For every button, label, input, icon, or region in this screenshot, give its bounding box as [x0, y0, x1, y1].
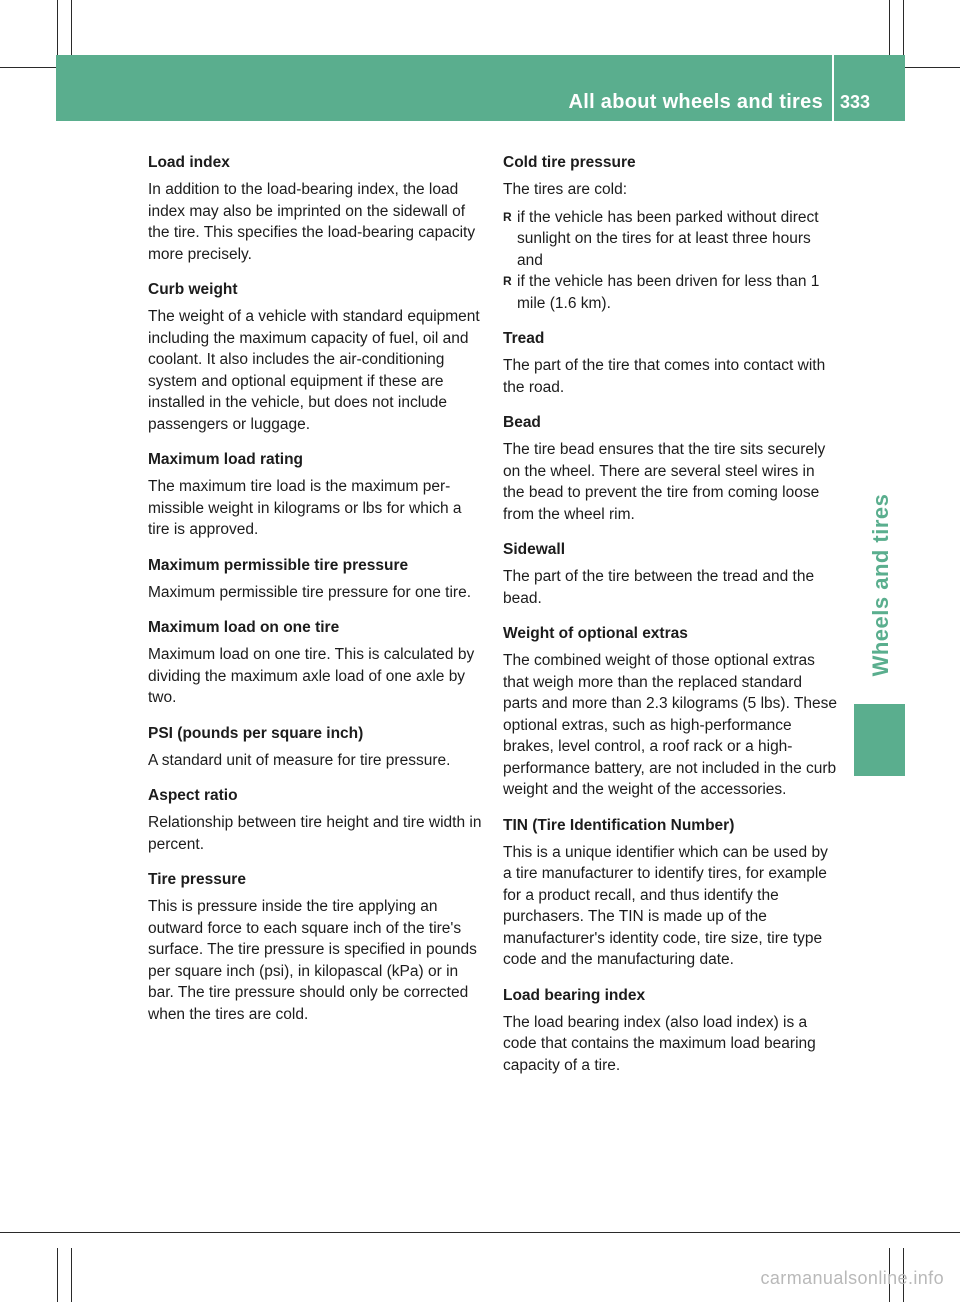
- chapter-tab-marker: [854, 704, 905, 776]
- entry-term: Sidewall: [503, 541, 566, 558]
- entry-definition: The tire bead ensures that the tire sits securely on the wheel. There are several steel wires in the bead to prevent the tire from coming loose from the wheel rim.: [503, 441, 826, 523]
- entry-definition: The combined weight of those optional extras that weigh more than the replaced standard parts and more than 2.3 kilograms (5 lbs). These optional extras, such as high-performance brakes, level control, a roof rack or a high-performance battery, are not included in the curb weight and the weight of the accessories.: [503, 652, 837, 798]
- bullet-marker: R: [503, 274, 512, 288]
- glossary-entry: [503, 328, 839, 398]
- entry-term: Tread: [503, 330, 545, 347]
- entry-definition: The maximum tire load is the maximum permissible weight in kilograms or lbs for which a tire is approved.: [148, 478, 462, 538]
- page-number: 333: [840, 92, 871, 112]
- section-header: [56, 55, 905, 121]
- glossary-entry: [148, 279, 484, 435]
- entry-definition: Maximum permissible tire pressure for one tire.: [148, 583, 472, 601]
- bullet-text: if the vehicle has been driven for less than 1 mile (1.6 km).: [517, 273, 820, 312]
- glossary-entry: [148, 869, 484, 1025]
- header-divider: [832, 55, 834, 121]
- crop-mark: [57, 1248, 58, 1302]
- bullet-item: [503, 271, 839, 314]
- glossary-entry: [503, 152, 839, 314]
- glossary-entry: [148, 555, 484, 604]
- glossary-entry: [503, 412, 839, 525]
- entry-definition: In addition to the load-bearing index, the load index may also be imprinted on the sidewall of the tire. This specifies the load-bearing capacity more precisely.: [148, 181, 476, 263]
- entry-term: Cold tire pressure: [503, 154, 636, 171]
- glossary-entry: [148, 785, 484, 855]
- glossary-entry: [503, 985, 839, 1077]
- entry-term: Maximum permissible tire pressure: [148, 556, 409, 574]
- crop-mark: [889, 0, 890, 60]
- bullet-list: [503, 207, 839, 315]
- bullet-text: if the vehicle has been parked without direct sunlight on the tires for at least three hours and: [517, 208, 819, 269]
- crop-mark: [903, 0, 904, 60]
- crop-mark: [57, 0, 58, 60]
- entry-term: Tire pressure: [148, 871, 246, 888]
- bullet-item: [503, 207, 839, 272]
- bullet-marker: R: [503, 209, 512, 224]
- crop-mark: [0, 1232, 960, 1233]
- crop-mark: [71, 1248, 72, 1302]
- entry-term: Bead: [503, 414, 541, 431]
- glossary-entry: [503, 815, 839, 971]
- entry-definition: The weight of a vehicle with standard equipment including the maximum capacity of fuel, oil and coolant. It also includes the air-conditioning system and optional equipment if these are installed in the vehicle, but does not include passengers or luggage.: [148, 308, 480, 433]
- entry-term: Load bearing index: [503, 986, 646, 1004]
- entry-definition: Relationship between tire height and tire width in percent.: [148, 814, 482, 853]
- entry-definition: The part of the tire between the tread and the bead.: [503, 568, 815, 607]
- entry-term: Weight of optional extras: [503, 625, 688, 642]
- entry-definition: The part of the tire that comes into contact with the road.: [503, 357, 826, 396]
- right-column: [503, 152, 839, 1090]
- entry-term: Maximum load on one tire: [148, 619, 340, 636]
- left-column: [148, 152, 484, 1039]
- entry-term: PSI (pounds per square inch): [148, 724, 364, 742]
- entry-term: Load index: [148, 154, 230, 171]
- section-title: All about wheels and tires: [568, 91, 823, 113]
- entry-definition: This is pressure inside the tire applying an outward force to each square inch of the tire's surface. The tire pressure is specified in pounds per square inch (psi), in kilopascal (kPa) or in bar. The tire pressure should only be corrected when the tires are cold.: [148, 898, 477, 1023]
- entry-definition: The load bearing index (also load index) is a code that contains the maximum load bearing capacity of a tire.: [503, 1013, 816, 1074]
- glossary-entry: [503, 623, 839, 801]
- entry-term: Aspect ratio: [148, 787, 238, 804]
- glossary-entry: [148, 449, 484, 541]
- glossary-entry: [148, 152, 484, 265]
- entry-definition: The tires are cold:: [503, 181, 628, 198]
- entry-term: Curb weight: [148, 281, 238, 298]
- glossary-entry: [148, 723, 484, 772]
- entry-definition: This is a unique identifier which can be used by a tire manufacturer to identify tires, for example for a product recall, and thus identify the purchasers. The TIN is made up of the manufacturer's identity code, tire size, tire type code and the manufacturing date.: [503, 843, 828, 968]
- glossary-entry: [148, 617, 484, 709]
- entry-definition: Maximum load on one tire. This is calculated by dividing the maximum axle load of one axle by two.: [148, 646, 475, 706]
- crop-mark: [71, 0, 72, 60]
- glossary-entry: [503, 539, 839, 609]
- entry-definition: A standard unit of measure for tire pressure.: [148, 751, 451, 769]
- watermark: carmanualsonline.info: [760, 1268, 944, 1288]
- chapter-tab-label: Wheels and tires: [868, 493, 893, 677]
- entry-term: TIN (Tire Identification Number): [503, 816, 735, 834]
- entry-term: Maximum load rating: [148, 451, 304, 468]
